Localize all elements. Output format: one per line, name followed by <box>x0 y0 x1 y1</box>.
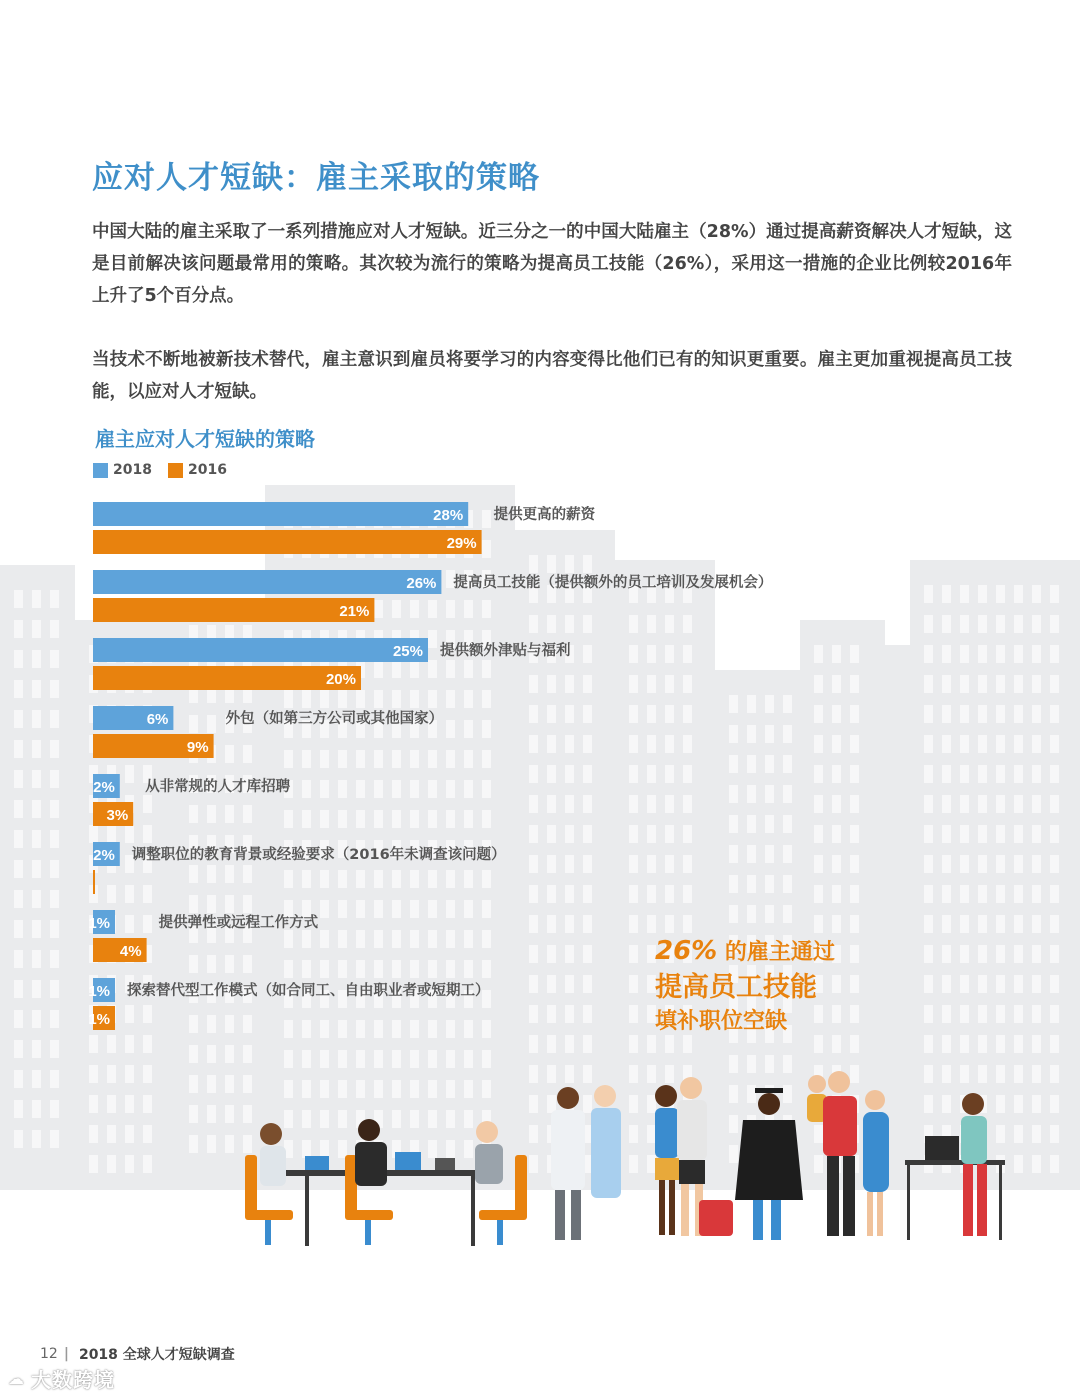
category-label-0: 提供更高的薪资 <box>493 507 596 523</box>
category-label-2: 提供额外津贴与福利 <box>440 643 571 659</box>
bar-label-2016-2: 20% <box>325 671 356 688</box>
bar-2018-2 <box>93 638 428 662</box>
bar-label-2018-4: 2% <box>93 779 115 796</box>
watermark-icon: ☁ <box>8 1369 25 1388</box>
category-label-6: 提供弹性或远程工作方式 <box>158 915 319 931</box>
bar-2016-2 <box>93 666 361 690</box>
bar-label-2018-5: 2% <box>93 847 115 864</box>
chart-legend <box>93 462 243 478</box>
callout-line-1 <box>655 934 835 970</box>
bar-2016-1 <box>93 598 374 622</box>
chart-title: 雇主应对人才短缺的策略 <box>95 427 315 451</box>
watermark <box>8 1364 115 1393</box>
bar-label-2018-3: 6% <box>146 711 169 728</box>
intro-paragraph-1: 中国大陆的雇主采取了一系列措施应对人才短缺。近三分之一的中国大陆雇主（28%）通过提高薪资解决人才短缺，这是目前解决该问题最常用的策略。其次较为流行的策略为提高员工技能（26%），采用这一措施的企业比例较2016年上升了5个百分点。 <box>92 222 1012 306</box>
category-label-7: 探索替代型工作模式（如合同工、自由职业者或短期工） <box>127 983 490 999</box>
legend-entry-2018 <box>93 462 152 478</box>
bar-label-2016-3: 9% <box>186 739 209 756</box>
category-label-1: 提高员工技能（提供额外的员工培训及发展机会） <box>453 575 773 591</box>
bar-label-2016-1: 21% <box>339 603 370 620</box>
footer-separator: | <box>63 1346 69 1362</box>
bar-2018-1 <box>93 570 441 594</box>
bar-2018-0 <box>93 502 468 526</box>
bar-label-2018-2: 25% <box>392 643 423 660</box>
callout-line-3: 填补职位空缺 <box>655 1009 788 1034</box>
callout-line-2: 提高员工技能 <box>655 972 817 1003</box>
bar-label-2016-4: 3% <box>106 807 129 824</box>
bar-2016-0 <box>93 530 482 554</box>
bar-label-2018-1: 26% <box>406 575 437 592</box>
bar-label-2018-0: 28% <box>433 507 464 524</box>
bar-label-2018-6: 1% <box>88 915 110 932</box>
legend-swatch-2016 <box>168 463 183 478</box>
legend-label-2016: 2016 <box>187 462 227 478</box>
strategy-bar-chart <box>0 490 1080 1050</box>
page-footer <box>40 1344 235 1364</box>
category-label-5: 调整职位的教育背景或经验要求（2016年未调查该问题） <box>131 847 506 863</box>
bar-label-2016-6: 4% <box>119 943 142 960</box>
category-label-4: 从非常规的人才库招聘 <box>145 779 291 795</box>
legend-entry-2016 <box>168 462 227 478</box>
page-number: 12 <box>40 1346 58 1362</box>
category-label-3: 外包（如第三方公司或其他国家） <box>225 711 444 727</box>
report-title: 2018 全球人才短缺调查 <box>78 1347 235 1363</box>
page-heading: 应对人才短缺：雇主采取的策略 <box>92 160 540 196</box>
bar-label-2016-7: 1% <box>88 1011 110 1028</box>
callout-line-1-text: 的雇主通过 <box>724 940 835 965</box>
people-illustration <box>235 1060 1015 1250</box>
bar-label-2016-0: 29% <box>446 535 477 552</box>
bar-label-2018-7: 1% <box>88 983 110 1000</box>
bar-2016-empty-5 <box>93 870 95 894</box>
callout-percent: 26% <box>655 936 718 966</box>
watermark-text: 大数跨境 <box>31 1368 115 1392</box>
legend-label-2018: 2018 <box>113 462 152 478</box>
legend-swatch-2018 <box>93 463 108 478</box>
intro-paragraph-2: 当技术不断地被新技术替代，雇主意识到雇员将要学习的内容变得比他们已有的知识更重要。雇主更加重视提高员工技能，以应对人才短缺。 <box>92 350 1012 402</box>
callout-box <box>655 934 835 1038</box>
